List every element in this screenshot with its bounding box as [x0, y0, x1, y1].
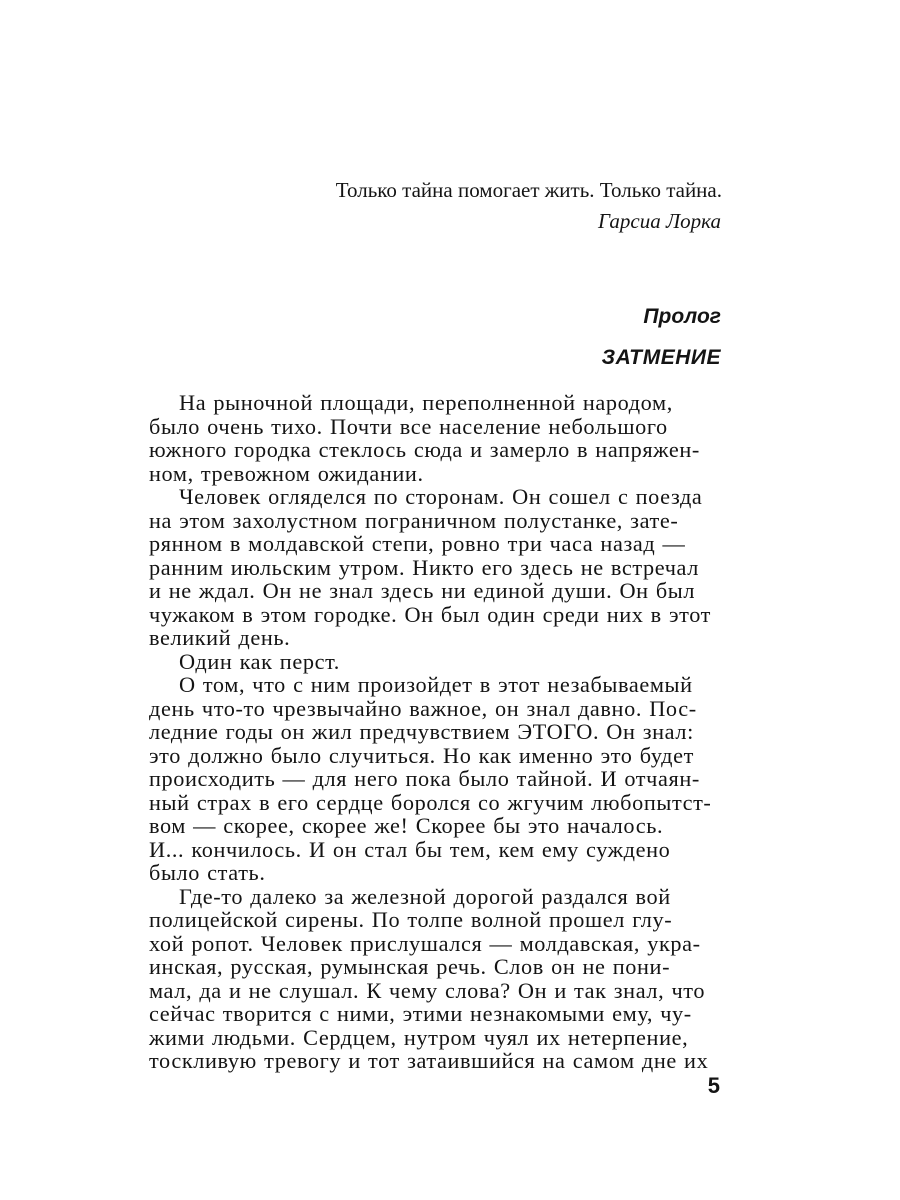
- epigraph-author: Гарсиа Лорка: [597, 209, 721, 233]
- text-line: сейчас творится с ними, этими незнакомыми ему, чу-: [149, 1001, 692, 1026]
- text-line: на этом захолустном пограничном полустанке, зате-: [149, 507, 679, 533]
- text-line: было стать.: [149, 860, 266, 885]
- text-line: хой ропот. Человек прислушался — молдавская, укра-: [149, 930, 701, 956]
- text-line: вом — скорее, скорее же! Скорее бы это началось.: [149, 813, 664, 838]
- text-line: ледние годы он жил предчувствием ЭТОГО. Он знал:: [149, 719, 694, 744]
- text-line: О том, что с ним произойдет в этот незабываемый: [179, 672, 693, 697]
- text-line: Где-то далеко за железной дорогой раздался вой: [179, 883, 671, 909]
- text-line: великий день.: [149, 625, 291, 650]
- text-line: рянном в молдавской степи, ровно три часа назад —: [149, 531, 686, 556]
- text-line: ном, тревожном ожидании.: [149, 460, 424, 486]
- chapter-title: ЗАТМЕНИЕ: [601, 346, 721, 369]
- text-line: южного городка стеклось сюда и замерло в напряжен-: [149, 437, 700, 462]
- text-line: Человек огляделся по сторонам. Он сошел с поезда: [179, 484, 703, 509]
- text-line: ный страх в его сердце боролся со жгучим любопытст-: [149, 789, 712, 815]
- text-line: Один как перст.: [179, 648, 340, 674]
- text-line: ранним июльским утром. Никто его здесь не встречал: [149, 554, 699, 580]
- section-label: Пролог: [643, 305, 721, 328]
- text-line: тоскливую тревогу и тот затаившийся на самом дне их: [149, 1048, 709, 1073]
- text-line: И... кончилось. И он стал бы тем, кем ему суждено: [149, 836, 671, 862]
- text-line: и не ждал. Он не знал здесь ни единой души. Он был: [149, 578, 696, 603]
- text-line: На рыночной площади, переполненной народом,: [179, 390, 673, 415]
- text-line: день что-то чрезвычайно важное, он знал давно. Пос-: [149, 695, 697, 721]
- page-number: 5: [707, 1073, 720, 1098]
- text-line: жими людьми. Сердцем, нутром чуял их нетерпение,: [149, 1024, 689, 1050]
- epigraph-quote: Только тайна помогает жить. Только тайна.: [335, 178, 722, 202]
- text-line: полицейской сирены. По толпе волной прошел глу-: [149, 907, 673, 932]
- text-line: это должно было случиться. Но как именно это будет: [149, 742, 694, 768]
- text-line: мал, да и не слушал. К чему слова? Он и так знал, что: [149, 977, 706, 1003]
- text-line: было очень тихо. Почти все население небольшого: [149, 413, 668, 439]
- text-line: происходить — для него пока было тайной. И отчаян-: [149, 766, 700, 791]
- body-text: [149, 391, 723, 1073]
- text-line: инская, русская, румынская речь. Слов он не пони-: [149, 954, 671, 979]
- text-line: чужаком в этом городке. Он был один среди них в этот: [149, 601, 711, 627]
